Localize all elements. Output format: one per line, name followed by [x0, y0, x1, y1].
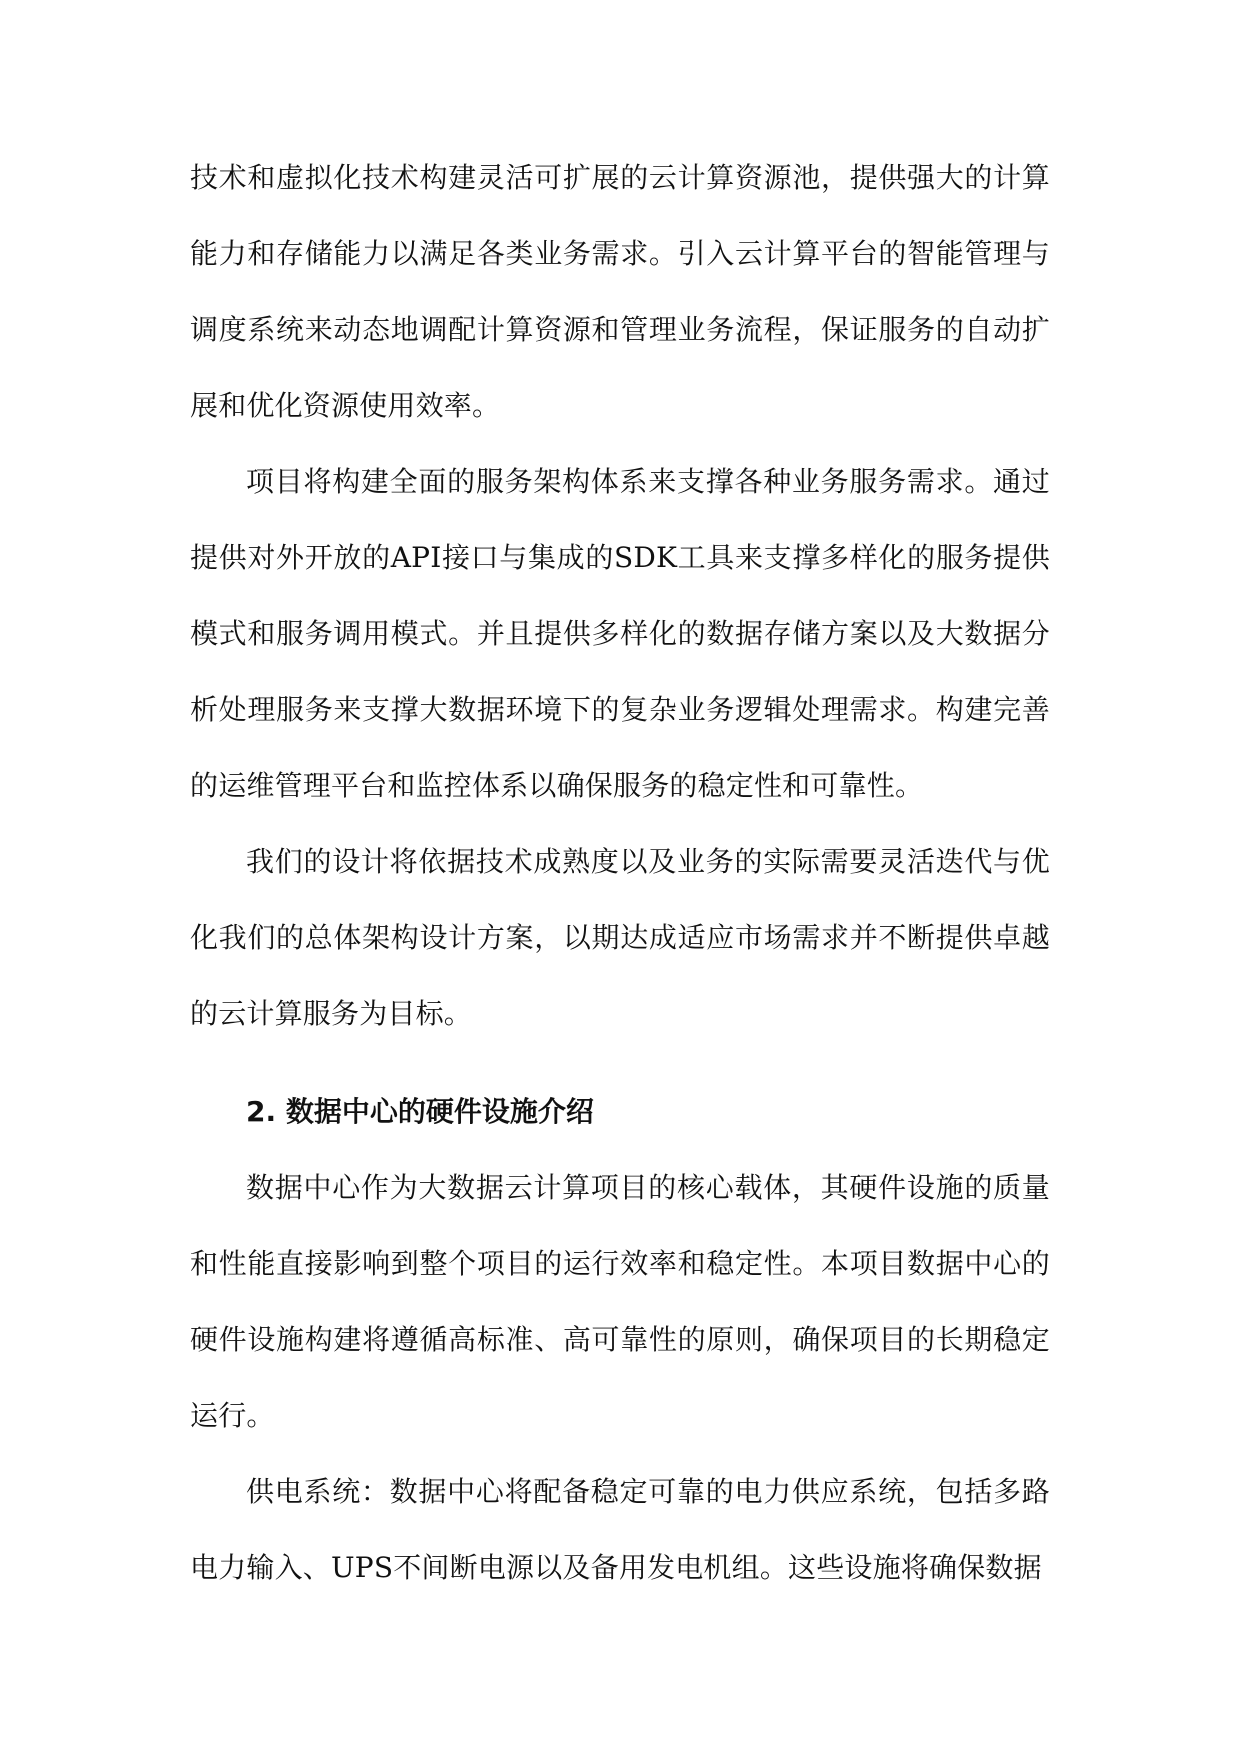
paragraph-design-iteration: 我们的设计将依据技术成熟度以及业务的实际需要灵活迭代与优化我们的总体架构设计方案，以期达成适应市场需求并不断提供卓越的云计算服务为目标。 [190, 845, 1050, 1030]
document-body [190, 140, 1050, 1606]
paragraph-power-system: 供电系统：数据中心将配备稳定可靠的电力供应系统，包括多路电力输入、UPS不间断电源以及备用发电机组。这些设施将确保数据 [190, 1475, 1050, 1584]
paragraph-service-architecture: 项目将构建全面的服务架构体系来支撑各种业务服务需求。通过提供对外开放的API接口与集成的SDK工具来支撑多样化的服务提供模式和服务调用模式。并且提供多样化的数据存储方案以及大数据分析处理服务来支撑大数据环境下的复杂业务逻辑处理需求。构建完善的运维管理平台和监控体系以确保服务的稳定性和可靠性。 [190, 465, 1050, 802]
paragraph-continued: 技术和虚拟化技术构建灵活可扩展的云计算资源池，提供强大的计算能力和存储能力以满足各类业务需求。引入云计算平台的智能管理与调度系统来动态地调配计算资源和管理业务流程，保证服务的自动扩展和优化资源使用效率。 [190, 161, 1050, 422]
paragraph-data-center-intro: 数据中心作为大数据云计算项目的核心载体，其硬件设施的质量和性能直接影响到整个项目的运行效率和稳定性。本项目数据中心的硬件设施构建将遵循高标准、高可靠性的原则，确保项目的长期稳定运行。 [190, 1171, 1050, 1432]
section-heading: 2. 数据中心的硬件设施介绍 [246, 1095, 594, 1128]
